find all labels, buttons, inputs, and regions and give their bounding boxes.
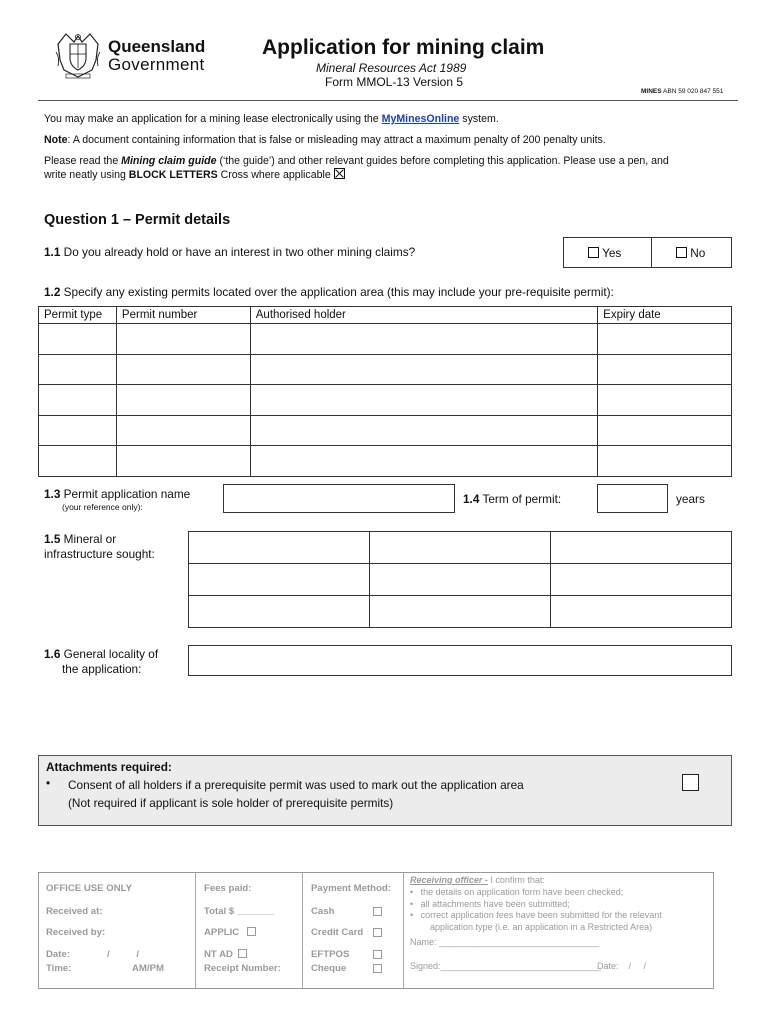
ntad-option: NT AD xyxy=(204,949,247,960)
act-subtitle: Mineral Resources Act 1989 xyxy=(316,61,467,75)
receipt-number-label: Receipt Number: xyxy=(204,963,281,974)
q11-label: 1.1 Do you already hold or have an interest in two other mining claims? xyxy=(44,245,416,259)
permit-cell[interactable] xyxy=(39,324,117,355)
mineral-cell[interactable] xyxy=(189,532,370,564)
table-row xyxy=(189,596,732,628)
cheque-checkbox[interactable] xyxy=(373,964,382,973)
page-title: Application for mining claim xyxy=(262,36,545,59)
yes-checkbox[interactable] xyxy=(588,247,599,258)
applic-option: APPLIC xyxy=(204,927,256,938)
mineral-cell[interactable] xyxy=(370,596,551,628)
received-at-label: Received at: xyxy=(46,906,103,917)
logo-line2: Government xyxy=(108,55,205,74)
no-checkbox[interactable] xyxy=(676,247,687,258)
permit-cell[interactable] xyxy=(39,385,117,416)
permit-cell[interactable] xyxy=(39,415,117,446)
permit-cell[interactable] xyxy=(39,354,117,385)
attachments-heading: Attachments required: xyxy=(46,760,172,774)
permit-cell[interactable] xyxy=(598,446,732,477)
payment-method-label: Payment Method: xyxy=(311,883,391,894)
col-expiry-date: Expiry date xyxy=(598,307,732,324)
mineral-cell[interactable] xyxy=(551,596,732,628)
permit-cell[interactable] xyxy=(598,354,732,385)
col-authorised-holder: Authorised holder xyxy=(250,307,597,324)
time-label: Time: xyxy=(46,963,72,974)
office-use-panel xyxy=(38,872,714,989)
permit-cell[interactable] xyxy=(116,385,250,416)
cash-label: Cash xyxy=(311,906,335,917)
table-row xyxy=(39,354,732,385)
col-permit-type: Permit type xyxy=(39,307,117,324)
permit-cell[interactable] xyxy=(116,446,250,477)
office-title: OFFICE USE ONLY xyxy=(46,883,133,894)
applic-checkbox[interactable] xyxy=(247,927,256,936)
q11-answer-box xyxy=(563,237,732,268)
received-by-label: Received by: xyxy=(46,927,106,938)
receiving-officer-statement: Receiving officer - I confirm that: xyxy=(410,875,545,885)
ntad-checkbox[interactable] xyxy=(238,949,247,958)
eftpos-checkbox[interactable] xyxy=(373,950,382,959)
permit-cell[interactable] xyxy=(598,415,732,446)
permits-table xyxy=(38,306,732,477)
consent-checkbox[interactable] xyxy=(682,774,699,791)
bullet-icon: • xyxy=(46,776,51,790)
date-label: Date: xyxy=(46,949,70,960)
mineral-cell[interactable] xyxy=(189,564,370,596)
permits-header-row xyxy=(39,307,732,324)
abn-number: MINES ABN 59 020 847 551 xyxy=(641,88,724,95)
permit-cell[interactable] xyxy=(250,324,597,355)
queensland-crest-icon xyxy=(52,30,104,80)
officer-checklist: • the details on application form have been checked; • all attachments have been submitted; • correct application fees have been submitted for the relevant application type (i.e. an application in a Restricted Area) xyxy=(410,887,662,932)
mineral-cell[interactable] xyxy=(189,596,370,628)
total-label: Total $ _______ xyxy=(204,906,275,917)
permit-cell[interactable] xyxy=(116,415,250,446)
table-row xyxy=(39,385,732,416)
table-row xyxy=(189,564,732,596)
col-permit-number: Permit number xyxy=(116,307,250,324)
form-id: Form MMOL-13 Version 5 xyxy=(325,75,464,89)
officer-name: Name: ________________________________ xyxy=(410,937,600,947)
intro-note: Note: A document containing information that is false or misleading may attract a maximum penalty of 200 penalty units. xyxy=(44,134,606,146)
table-row xyxy=(189,532,732,564)
q15-label: 1.5 Mineral or infrastructure sought: xyxy=(44,532,155,561)
q16-label: 1.6 General locality of the application: xyxy=(44,647,159,676)
permit-cell[interactable] xyxy=(116,324,250,355)
table-row xyxy=(39,446,732,477)
q14-label: 1.4 Term of permit: xyxy=(463,492,562,506)
mineral-cell[interactable] xyxy=(551,532,732,564)
fees-paid-label: Fees paid: xyxy=(204,883,252,894)
cheque-label: Cheque xyxy=(311,963,347,974)
header-divider xyxy=(38,100,738,101)
date-separator: / / xyxy=(107,949,139,960)
q13-note: (your reference only): xyxy=(62,502,143,512)
permit-cell[interactable] xyxy=(598,385,732,416)
table-row xyxy=(39,324,732,355)
officer-date: Date: / / xyxy=(597,961,647,971)
q12-label: 1.2 Specify any existing permits located over the application area (this may include your pre-requisite permit): xyxy=(44,285,614,299)
intro-instructions: Please read the Mining claim guide (‘the guide’) and other relevant guides before completing this application. Please use a pen, and write neatly using BLOCK LETTERS Cross where applicable xyxy=(44,155,669,181)
question1-heading: Question 1 – Permit details xyxy=(44,212,231,228)
permit-application-name-input[interactable] xyxy=(223,484,455,513)
permit-cell[interactable] xyxy=(250,354,597,385)
term-unit: years xyxy=(676,492,705,506)
permit-cell[interactable] xyxy=(116,354,250,385)
q13-label: 1.3 Permit application name xyxy=(44,487,191,501)
term-of-permit-input[interactable] xyxy=(597,484,668,513)
mineral-cell[interactable] xyxy=(370,532,551,564)
credit-card-checkbox[interactable] xyxy=(373,928,382,937)
mineral-cell[interactable] xyxy=(370,564,551,596)
no-option[interactable]: No xyxy=(676,246,705,260)
credit-card-label: Credit Card xyxy=(311,927,364,938)
permit-cell[interactable] xyxy=(250,446,597,477)
attachments-panel xyxy=(38,755,732,826)
intro-online: You may make an application for a mining lease electronically using the MyMinesOnline system. xyxy=(44,113,499,125)
general-locality-input[interactable] xyxy=(188,645,732,676)
crossed-checkbox-example-icon xyxy=(334,168,345,179)
ampm-label: AM/PM xyxy=(132,963,164,974)
cash-checkbox[interactable] xyxy=(373,907,382,916)
permit-cell[interactable] xyxy=(39,446,117,477)
table-row xyxy=(39,415,732,446)
mineral-sought-grid xyxy=(188,531,732,628)
logo-line1: Queensland xyxy=(108,37,206,56)
guide-reference: Mining claim guide xyxy=(121,155,217,167)
mineral-cell[interactable] xyxy=(551,564,732,596)
government-logo-text xyxy=(108,38,205,74)
eftpos-label: EFTPOS xyxy=(311,949,350,960)
permit-cell[interactable] xyxy=(598,324,732,355)
officer-signed: Signed:________________________________ xyxy=(410,961,601,971)
attachment-item: Consent of all holders if a prerequisite permit was used to mark out the application area (Not required if applicant is sole holder of prerequisite permits) xyxy=(68,778,524,810)
yes-option[interactable]: Yes xyxy=(588,246,621,260)
myminesonline-link[interactable]: MyMinesOnline xyxy=(381,113,460,125)
permit-cell[interactable] xyxy=(250,385,597,416)
permit-cell[interactable] xyxy=(250,415,597,446)
